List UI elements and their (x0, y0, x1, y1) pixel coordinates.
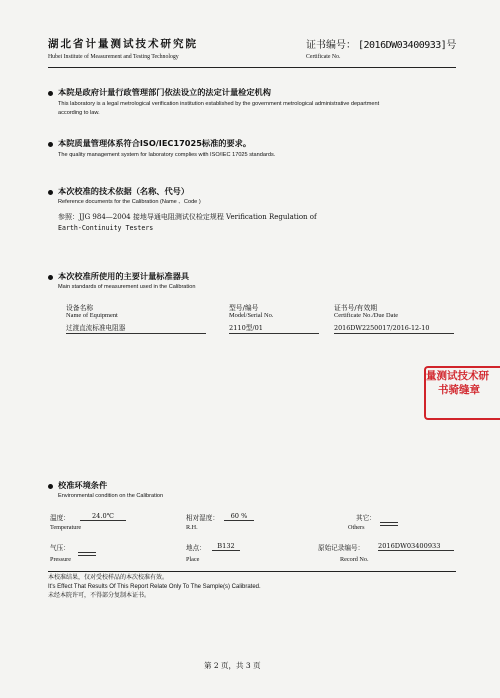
section-standards-en: Main standards of measurement used in the Calibration (58, 284, 196, 290)
equipment-model: 2110型/01 (229, 324, 319, 334)
section-quality-cn: 本院质量管理体系符合ISO/IEC17025标准的要求。 (58, 138, 252, 148)
section-quality-en: The quality management system for laboratory complies with ISO/IEC 17025 standards. (58, 152, 276, 158)
bullet-icon (48, 484, 53, 489)
footer-copy-cn: 未经本院许可，不得部分复制本证书。 (48, 593, 151, 599)
place-value: B132 (212, 542, 240, 551)
section-legal-cn: 本院是政府计量行政管理部门依法设立的法定计量检定机构 (58, 87, 271, 97)
section-legal-en-1: This laboratory is a legal metrological verification institution established by the government metrological administrative department (58, 101, 380, 107)
pressure-label-en: Pressure (50, 556, 71, 563)
place-label-en: Place (186, 556, 200, 563)
header-rule (48, 67, 456, 68)
record-label-en: Record No. (340, 556, 369, 563)
section-legal-en-2: according to law. (58, 110, 100, 116)
cert-no-label-en: Certificate No. (306, 54, 341, 60)
col-header-cert-cn: 证书号/有效期 (334, 304, 378, 312)
org-name-cn: 湖北省计量测试技术研究院 (48, 38, 198, 50)
record-label: 原始记录编号： (318, 544, 365, 552)
cert-no-label: 证书编号： (306, 40, 356, 51)
bullet-icon (48, 190, 53, 195)
bullet-icon (48, 91, 53, 96)
section-reference-cn: 本次校准的技术依据（名称、代号） (58, 186, 190, 196)
environment-title-cn: 校准环境条件 (58, 480, 108, 490)
org-name-en: Hubei Institute of Measurement and Testing Technology (48, 54, 179, 60)
record-value: 2016DW03400933 (378, 542, 454, 551)
footer-validity-en: It's Effect That Results Of This Report Relate Only To The Sample(s) Calibrated. (48, 584, 261, 590)
pressure-label: 气压： (50, 544, 70, 552)
reference-line-1: 参照：JJG 984—2004 接地导通电阻测试仪检定规程 Verification Regulation of (58, 213, 317, 221)
footer-rule (48, 571, 456, 572)
cert-no-value: [2016DW03400933]号 (358, 40, 456, 51)
equipment-cert: 2016DW2250017/2016-12-10 (334, 324, 454, 334)
col-header-cert-en: Certificate No./Due Date (334, 312, 399, 319)
col-header-model-cn: 型号/编号 (229, 304, 259, 312)
others-label: 其它： (356, 514, 376, 522)
others-value-blank (380, 513, 398, 532)
seam-stamp: 量测试技术研 书骑缝章 (426, 370, 489, 396)
temperature-value: 24.0℃ (80, 512, 126, 521)
footer-validity-cn: 本校准结果，仅对受校样品的本次校准有效。 (48, 575, 169, 581)
temperature-label: 温度： (50, 514, 70, 522)
reference-line-2: Earth-Continuity Testers (58, 224, 154, 232)
humidity-value: 60 % (224, 512, 254, 521)
humidity-label: 相对湿度： (186, 514, 219, 522)
bullet-icon (48, 275, 53, 280)
temperature-label-en: Temperature (50, 524, 82, 531)
section-standards-cn: 本次校准所使用的主要计量标准器具 (58, 271, 190, 281)
environment-title-en: Environmental condition on the Calibration (58, 493, 164, 499)
page-number: 第 2 页，共 3 页 (204, 661, 261, 670)
bullet-icon (48, 142, 53, 147)
section-reference-en: Reference documents for the Calibration (Name 、Code ) (58, 199, 201, 205)
col-header-name-en: Name of Equipment (66, 312, 118, 319)
humidity-label-en: R.H. (186, 524, 198, 531)
pressure-value-blank (78, 543, 96, 562)
col-header-model-en: Model/Serial No. (229, 312, 274, 319)
col-header-name-cn: 设备名称 (66, 304, 94, 312)
others-label-en: Others (348, 524, 365, 531)
equipment-name: 过渡直流标准电阻器 (66, 324, 206, 334)
place-label: 地点： (186, 544, 206, 552)
